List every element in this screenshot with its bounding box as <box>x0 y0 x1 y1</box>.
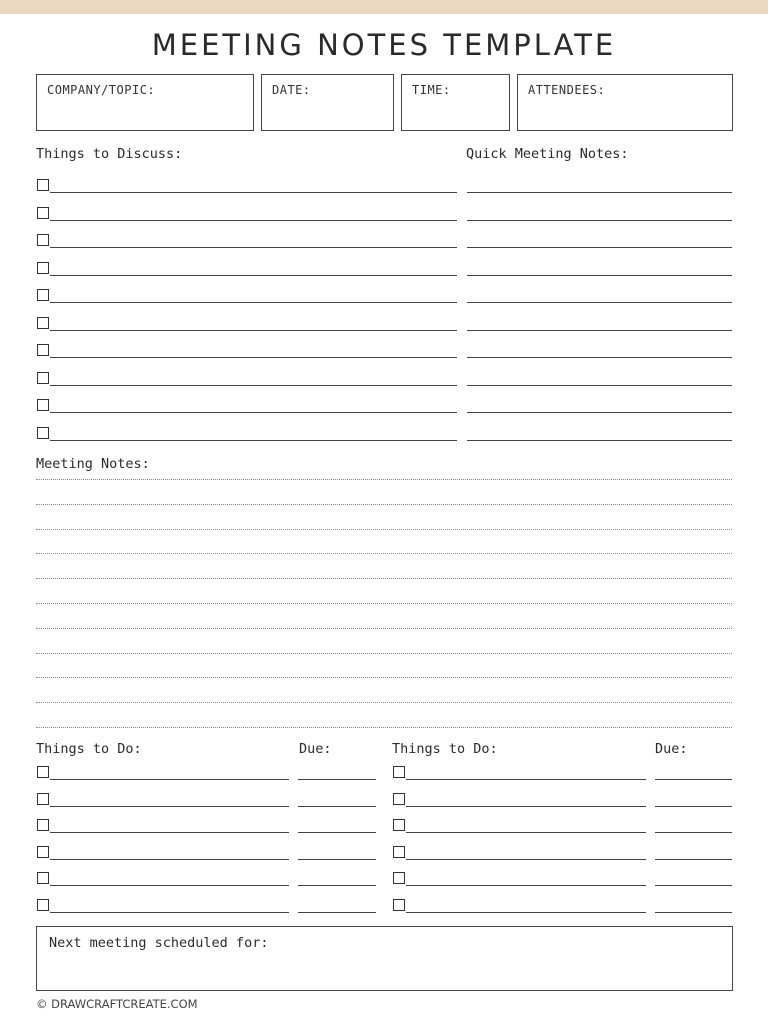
todo-right-checkbox[interactable] <box>393 872 405 884</box>
discuss-checkbox[interactable] <box>37 399 49 411</box>
todo-left-line[interactable] <box>50 779 289 780</box>
todo-right-checkbox[interactable] <box>393 793 405 805</box>
meeting-notes-line[interactable] <box>36 553 732 554</box>
due-left-line[interactable] <box>298 779 376 780</box>
discuss-checkbox[interactable] <box>37 372 49 384</box>
discuss-checkbox[interactable] <box>37 317 49 329</box>
discuss-line[interactable] <box>50 192 457 193</box>
meeting-notes-line[interactable] <box>36 727 732 728</box>
todo-left-checkbox[interactable] <box>37 846 49 858</box>
due-left-line[interactable] <box>298 912 376 913</box>
discuss-checkbox[interactable] <box>37 234 49 246</box>
meeting-notes-line[interactable] <box>36 504 732 505</box>
due-left-line[interactable] <box>298 832 376 833</box>
todo-right-checkbox[interactable] <box>393 819 405 831</box>
todo-left-checkbox[interactable] <box>37 872 49 884</box>
todo-left-checkbox[interactable] <box>37 899 49 911</box>
quick-note-line[interactable] <box>467 412 732 413</box>
due-right-line[interactable] <box>655 832 732 833</box>
due-left-line[interactable] <box>298 806 376 807</box>
due-right-line[interactable] <box>655 885 732 886</box>
meeting-notes-line[interactable] <box>36 702 732 703</box>
todo-right-line[interactable] <box>406 779 646 780</box>
meeting-notes-line[interactable] <box>36 479 732 480</box>
todo-right-line[interactable] <box>406 885 646 886</box>
page-title: MEETING NOTES TEMPLATE <box>151 28 617 62</box>
date-label: DATE: <box>272 83 311 97</box>
todo-right-checkbox[interactable] <box>393 766 405 778</box>
meeting-notes-label: Meeting Notes: <box>36 456 150 472</box>
meeting-notes-line[interactable] <box>36 628 732 629</box>
meeting-notes-line[interactable] <box>36 603 732 604</box>
todo-left-checkbox[interactable] <box>37 819 49 831</box>
todo-left-line[interactable] <box>50 806 289 807</box>
discuss-checkbox[interactable] <box>37 344 49 356</box>
discuss-line[interactable] <box>50 247 457 248</box>
meeting-notes-line[interactable] <box>36 653 732 654</box>
quick-note-line[interactable] <box>467 357 732 358</box>
company-topic-label: COMPANY/TOPIC: <box>47 83 156 97</box>
quick-note-line[interactable] <box>467 385 732 386</box>
quick-note-line[interactable] <box>467 330 732 331</box>
discuss-line[interactable] <box>50 330 457 331</box>
discuss-line[interactable] <box>50 412 457 413</box>
quick-meeting-notes-label: Quick Meeting Notes: <box>466 146 629 162</box>
discuss-checkbox[interactable] <box>37 427 49 439</box>
meeting-notes-line[interactable] <box>36 578 732 579</box>
quick-note-line[interactable] <box>467 192 732 193</box>
due-left-line[interactable] <box>298 859 376 860</box>
todo-right-line[interactable] <box>406 832 646 833</box>
quick-note-line[interactable] <box>467 275 732 276</box>
discuss-checkbox[interactable] <box>37 262 49 274</box>
todo-left-line[interactable] <box>50 832 289 833</box>
copyright-text: © DRAWCRAFTCREATE.COM <box>36 997 198 1011</box>
todo-left-checkbox[interactable] <box>37 793 49 805</box>
todo-right-line[interactable] <box>406 806 646 807</box>
discuss-checkbox[interactable] <box>37 289 49 301</box>
meeting-notes-line[interactable] <box>36 529 732 530</box>
date-field[interactable] <box>261 74 394 131</box>
todo-left-checkbox[interactable] <box>37 766 49 778</box>
todo-right-line[interactable] <box>406 859 646 860</box>
discuss-checkbox[interactable] <box>37 179 49 191</box>
things-to-do-right-label: Things to Do: <box>392 741 498 757</box>
next-meeting-field[interactable] <box>36 926 733 991</box>
quick-note-line[interactable] <box>467 302 732 303</box>
discuss-line[interactable] <box>50 275 457 276</box>
due-left-line[interactable] <box>298 885 376 886</box>
meeting-notes-line[interactable] <box>36 677 732 678</box>
top-accent-bar <box>0 0 768 14</box>
company-topic-field[interactable] <box>36 74 254 131</box>
things-to-do-left-label: Things to Do: <box>36 741 142 757</box>
due-right-line[interactable] <box>655 806 732 807</box>
due-right-line[interactable] <box>655 912 732 913</box>
discuss-line[interactable] <box>50 357 457 358</box>
discuss-line[interactable] <box>50 302 457 303</box>
next-meeting-label: Next meeting scheduled for: <box>49 935 269 951</box>
discuss-line[interactable] <box>50 440 457 441</box>
todo-right-checkbox[interactable] <box>393 899 405 911</box>
discuss-line[interactable] <box>50 220 457 221</box>
attendees-field[interactable] <box>517 74 733 131</box>
due-left-label: Due: <box>299 741 332 757</box>
todo-right-checkbox[interactable] <box>393 846 405 858</box>
todo-left-line[interactable] <box>50 859 289 860</box>
things-to-discuss-label: Things to Discuss: <box>36 146 183 162</box>
discuss-line[interactable] <box>50 385 457 386</box>
todo-left-line[interactable] <box>50 885 289 886</box>
time-field[interactable] <box>401 74 510 131</box>
time-label: TIME: <box>412 83 451 97</box>
todo-right-line[interactable] <box>406 912 646 913</box>
due-right-label: Due: <box>655 741 688 757</box>
quick-note-line[interactable] <box>467 220 732 221</box>
due-right-line[interactable] <box>655 859 732 860</box>
quick-note-line[interactable] <box>467 247 732 248</box>
todo-left-line[interactable] <box>50 912 289 913</box>
discuss-checkbox[interactable] <box>37 207 49 219</box>
due-right-line[interactable] <box>655 779 732 780</box>
quick-note-line[interactable] <box>467 440 732 441</box>
attendees-label: ATTENDEES: <box>528 83 606 97</box>
